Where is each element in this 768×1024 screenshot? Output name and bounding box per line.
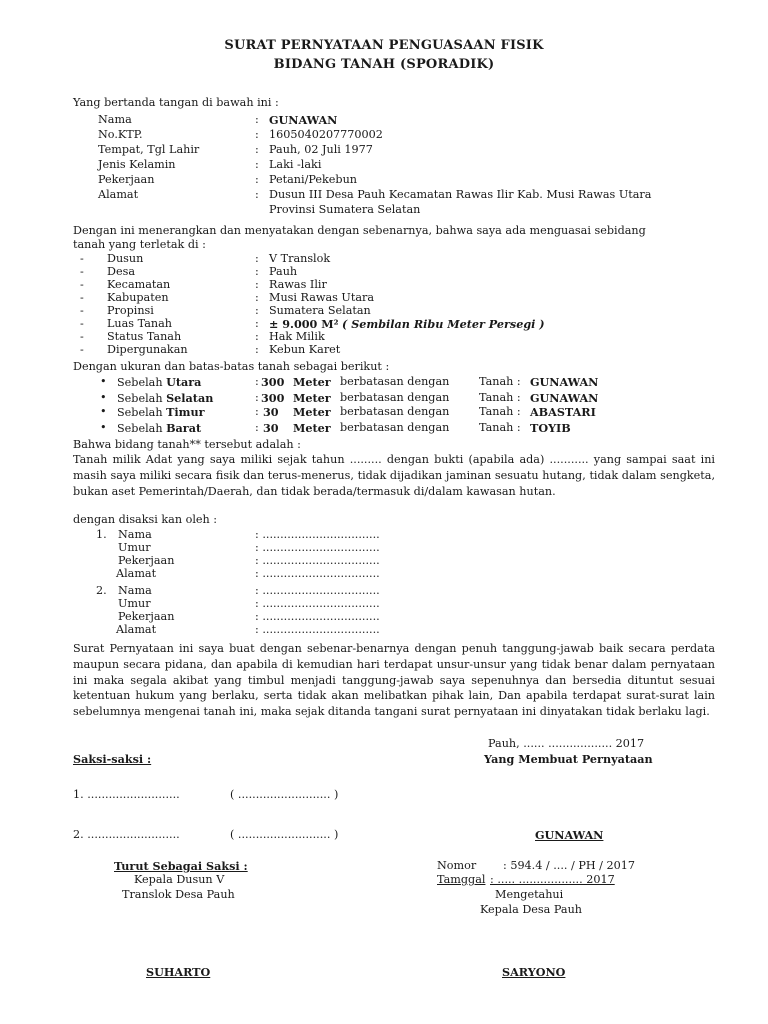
colon: : [255,375,259,388]
land-value: Rawas Ilir [269,278,327,291]
witness-field: Umur [118,541,151,554]
witness-field: Umur [118,597,151,610]
dash: - [80,343,84,356]
border-text: berbatasan dengan [340,391,450,404]
identity-value: Laki -laki [269,158,322,171]
witness-field: Pekerjaan [118,554,175,567]
witness-field: Pekerjaan [118,610,175,623]
place-date: Pauh, ...... .................. 2017 [488,737,645,750]
colon: : [255,158,259,171]
land-label: Kabupaten [107,291,169,304]
land-label: Status Tanah [107,330,182,343]
border-owner-label: Tanah : [479,405,521,418]
dash: - [80,278,84,291]
witness-blank: : ................................. [255,528,380,541]
document-subtitle: BIDANG TANAH (SPORADIK) [273,57,495,72]
saksi-1-signature: ( .......................... ) [230,788,339,801]
border-owner-label: Tanah : [479,375,521,388]
land-value: Musi Rawas Utara [269,291,375,304]
border-text: berbatasan dengan [340,375,450,388]
witness-blank: : ................................. [255,584,380,597]
borders-intro: Dengan ukuran dan batas-batas tanah sebagai berikut : [73,360,390,373]
witness-number: 2. [96,584,107,597]
claim-intro: Bahwa bidang tanah** tersebut adalah : [73,438,301,451]
statement-line: tanah yang terletak di : [73,238,206,251]
land-value: Sumatera Selatan [269,304,371,317]
dash: - [80,265,84,278]
colon: : [255,252,259,265]
witness-intro: dengan disaksi kan oleh : [73,513,218,526]
identity-value-line2: Provinsi Sumatera Selatan [269,203,421,216]
colon: : [255,343,259,356]
claim-paragraph: Tanah milik Adat yang saya miliki sejak tahun ......... dengan bukti (apabila ada) ........... yang sampai saat ini masih saya miliki secara fisik dan terus-menerus, tidak dijadikan jaminan sesuatu hutang, tidak dalam sengketa, bukan aset Pemerintah/Daerah, dan tidak berada/termasuk di/dalam kawasan hutan. [73,453,715,498]
saksi-heading: Saksi-saksi : [73,752,152,766]
colon: : [255,405,259,418]
saksi-2-signature: ( .......................... ) [230,828,339,841]
land-value: Hak Milik [269,330,325,343]
border-owner: GUNAWAN [530,391,599,405]
bullet: • [100,405,107,418]
colon: : [255,421,259,434]
border-owner-label: Tanah : [479,421,521,434]
witness-blank: : ................................. [255,554,380,567]
kepala-dusun: Kepala Dusun V [134,873,225,886]
dash: - [80,330,84,343]
witness-field: Nama [118,528,152,541]
border-size: 300 [261,375,285,389]
identity-value: GUNAWAN [269,113,338,127]
signatory-right: SARYONO [502,965,566,979]
land-value: Pauh [269,265,298,278]
border-unit: Meter [293,421,331,435]
border-owner-label: Tanah : [479,391,521,404]
identity-label: Tempat, Tgl Lahir [98,143,200,156]
colon: : [255,113,259,126]
colon: : [255,278,259,291]
border-size: 30 [263,421,279,435]
border-unit: Meter [293,405,331,419]
maker-name: GUNAWAN [535,828,604,842]
colon: : [255,173,259,186]
identity-label: Jenis Kelamin [98,158,176,171]
saksi-2-name: 2. .......................... [73,828,180,841]
identity-value: Dusun III Desa Pauh Kecamatan Rawas Ilir Kab. Musi Rawas Utara [269,188,652,201]
identity-label: No.KTP. [98,128,143,141]
dash: - [80,291,84,304]
land-value: Kebun Karet [269,343,341,356]
witness-field: Alamat [116,623,157,636]
tanggal-label: Tamggal [437,873,486,886]
bullet: • [100,391,107,404]
border-size: 30 [263,405,279,419]
nomor-label: Nomor [437,859,477,872]
maker-heading: Yang Membuat Pernyataan [484,752,653,766]
border-size: 300 [261,391,285,405]
border-text: berbatasan dengan [340,405,450,418]
border-unit: Meter [293,375,331,389]
land-label: Luas Tanah [107,317,172,330]
colon: : [255,391,259,404]
identity-label: Pekerjaan [98,173,155,186]
mengetahui: Mengetahui [495,888,564,901]
document-title: SURAT PERNYATAAN PENGUASAAN FISIK [224,38,544,53]
border-side: Sebelah Selatan [117,391,214,405]
saksi-1-name: 1. .......................... [73,788,180,801]
signatory-left: SUHARTO [146,965,211,979]
identity-value: Pauh, 02 Juli 1977 [269,143,373,156]
land-label: Dusun [107,252,144,265]
border-owner: ABASTARI [530,405,596,419]
witness-blank: : ................................. [255,541,380,554]
witness-blank: : ................................. [255,597,380,610]
border-side: Sebelah Timur [117,405,205,419]
closing-paragraph: Surat Pernyataan ini saya buat dengan sebenar-benarnya dengan penuh tanggung-jawab baik secara perdata maupun secara pidana, dan apabila di kemudian hari terdapat unsur-unsur yang tidak benar dalam pernyataan ini maka segala akibat yang timbul menjadi tanggung-jawab saya sepenuhnya dan bersedia dituntut sesuai ketentuan hukum yang berlaku, serta tidak akan melibatkan pihak lain, Dan apabila terdapat surat-surat lain sebelumnya mengenai tanah ini, maka sejak ditanda tangani surat pernyataan ini dinyatakan tidak berlaku lagi. [73,642,715,719]
witness-blank: : ................................. [255,610,380,623]
colon: : [255,143,259,156]
land-value: V Translok [269,252,331,265]
identity-value: Petani/Pekebun [269,173,357,186]
border-owner: TOYIB [530,421,571,435]
statement-line: Dengan ini menerangkan dan menyatakan dengan sebenarnya, bahwa saya ada menguasai sebidang [73,224,646,237]
dash: - [80,304,84,317]
colon: : [255,188,259,201]
colon: : [255,330,259,343]
witness-number: 1. [96,528,107,541]
nomor-value: : 594.4 / .... / PH / 2017 [503,859,635,872]
colon: : [255,304,259,317]
colon: : [255,291,259,304]
kepala-desa: Kepala Desa Pauh [480,903,582,916]
bullet: • [100,421,107,434]
dash: - [80,252,84,265]
dash: - [80,317,84,330]
identity-value: 1605040207770002 [269,128,383,141]
colon: : [255,128,259,141]
border-text: berbatasan dengan [340,421,450,434]
identity-label: Alamat [98,188,139,201]
translok-desa: Translok Desa Pauh [122,888,235,901]
colon: : [255,265,259,278]
border-unit: Meter [293,391,331,405]
land-label: Propinsi [107,304,154,317]
witness-field: Alamat [116,567,157,580]
colon: : [255,317,259,330]
tanggal-value: : ..... .................. 2017 [490,873,615,886]
witness-blank: : ................................. [255,623,380,636]
border-side: Sebelah Utara [117,375,202,389]
identity-label: Nama [98,113,132,126]
bullet: • [100,375,107,388]
witness-field: Nama [118,584,152,597]
turut-saksi-heading: Turut Sebagai Saksi : [114,859,248,873]
land-label: Desa [107,265,136,278]
land-area-words: ( Sembilan Ribu Meter Persegi ) [342,317,545,331]
land-area-value: ± 9.000 M² [269,317,339,331]
border-owner: GUNAWAN [530,375,599,389]
land-label: Kecamatan [107,278,171,291]
border-side: Sebelah Barat [117,421,202,435]
witness-blank: : ................................. [255,567,380,580]
intro-text: Yang bertanda tangan di bawah ini : [73,96,279,109]
land-label: Dipergunakan [107,343,188,356]
